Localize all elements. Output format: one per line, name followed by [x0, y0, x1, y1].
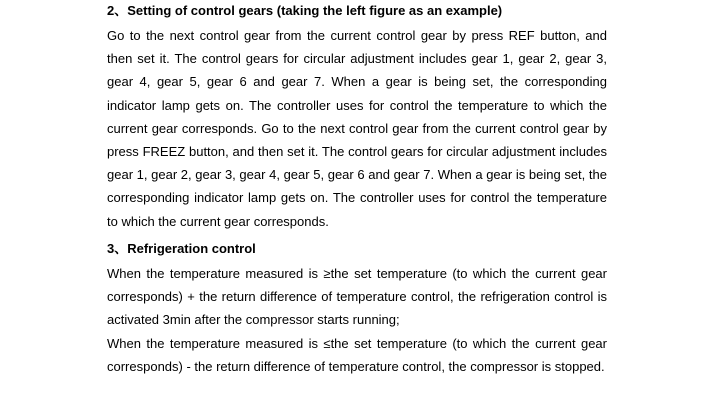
section-3-paragraph-2: When the temperature measured is ≤the set temperature (to which the current gear corresponds) - the return difference of temperature control, the compressor is stopped.	[107, 336, 607, 375]
section-3-paragraph-1: When the temperature measured is ≥the set temperature (to which the current gear corresponds) + the return difference of temperature control, the refrigeration control is activated 3min after the compressor starts running;	[107, 266, 607, 328]
section-3-heading: 3、Refrigeration control	[107, 241, 256, 256]
section-2-heading: 2、Setting of control gears (taking the left figure as an example)	[107, 3, 503, 18]
section-2-paragraph: Go to the next control gear from the current control gear by press REF button, and then set it. The control gears for circular adjustment includes gear 1, gear 2, gear 3, gear 4, gear 5, gear 6 and gear 7. When a gear is being set, the corresponding indicator lamp gets on. The controller uses for control the temperature to which the current gear corresponds. Go to the next control gear from the current control gear by press FREEZ button, and then set it. The control gears for circular adjustment includes gear 1, gear 2, gear 3, gear 4, gear 5, gear 6 and gear 7. When a gear is being set, the corresponding indicator lamp gets on. The controller uses for control the temperature to which the current gear corresponds.	[107, 28, 607, 229]
